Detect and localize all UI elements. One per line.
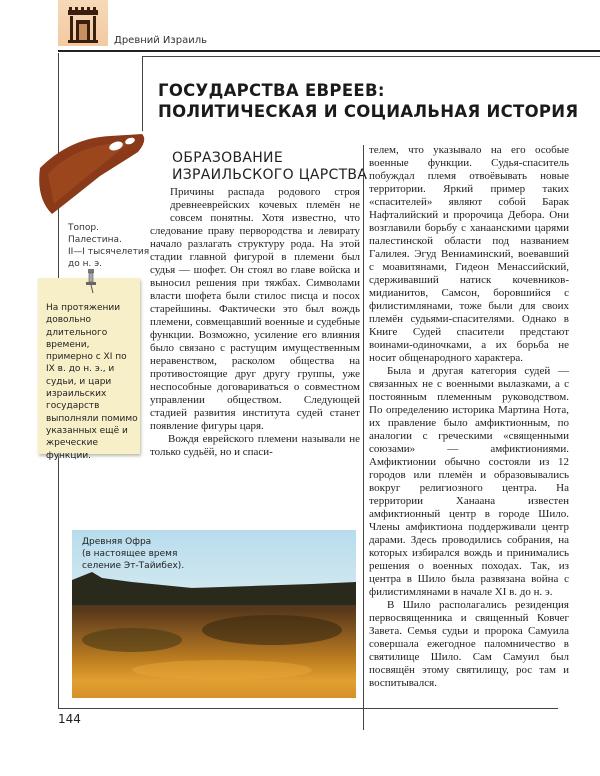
page-number: 144 — [58, 712, 81, 726]
footer-rule — [58, 708, 558, 709]
subheading-line: ОБРАЗОВАНИЕ — [172, 150, 283, 166]
column-divider — [363, 145, 364, 730]
paragraph: телем, что указывало на его особые военные функции. Судья-спаситель побуждал племя отвоёвывать новые территории. Яркий пример таких «спасителей» являют собой Барак Нафталийский и пророчица Дебора. Они возглавили борьбу с ханаанскими царями палестинской области под названием Галилея. Эгуд Вениаминский, воевавший с моавитянами, Гидеон Менассийский, сдерживавший натиск кочевников-мидианитов, Самсон, боровшийся с филистимлянами, тоже были для своих племён судьями-спасителями. Однако в Книге Судей спасители предстают воинами-одиночками, а их борьба не носит общенародного характера. — [369, 144, 569, 364]
title-line: ПОЛИТИЧЕСКАЯ И СОЦИАЛЬНАЯ ИСТОРИЯ — [158, 102, 579, 121]
text-column-2 — [369, 144, 569, 690]
page-title — [158, 80, 578, 122]
axe-image — [30, 128, 150, 223]
caption-line: (в настоящее время — [82, 549, 178, 559]
subheading — [172, 150, 367, 184]
temple-icon — [58, 0, 108, 46]
paragraph: Вождя еврейского племени называли не только судьёй, но и спаси- — [150, 433, 360, 458]
paragraph: Была и другая категория судей — связанных не с военными вылазками, а с постоянным племенным руководством. По определению историка Мартина Нота, их правление было амфиктионным, по аналогии с греческими «священными союзами» — амфиктиониями. Амфиктионии обычно состояли из 12 городов или племён и образовывались вокруг религиозного центра. На территории Ханаана известен амфиктионный центр в городе Шило. Члены амфиктиона поддерживали центр дарами. Здесь проводились собрания, на которых избирался вождь и принимались решения о военных походах. Так, из центра в Шило была развязана война с филистимлянами в начале XI в. до н. э. — [369, 365, 569, 598]
header-rule — [58, 50, 600, 52]
paragraph: Причины распада родового строя древнееврейских кочевых племён не совсем понятны. Хотя известно, что следование праву первородства и левирату начало разлагать структуру рода. На этой стадии главной фигурой в племени был судья — шофет. Он стоял во главе войска и выносил решения при тяжбах. Символами власти шофета были стилос писца и посох старейшины. Фактически это был вождь племени, совмещавший военные и судебные функции. Возможно, усиление его влияния было связано с растущим имущественным неравенством, расколом общества на противостоящие друг другу группы, уже неспособные договариваться о совместном управлении обществом. Следующей стадией развития института судей станет появление фигуры царя. — [150, 186, 360, 432]
axe-caption — [68, 222, 149, 270]
caption-line: до н. э. — [68, 259, 102, 269]
note-text: На протяжении довольно длительного времени, примерно с XI по IX в. до н. э., и судьи, и цари израильских государств выполняли помимо указанных ещё и жреческие функции. — [46, 303, 138, 461]
caption-line: Палестина. — [68, 235, 122, 245]
subheading-line: ИЗРАИЛЬСКОГО ЦАРСТВА — [172, 167, 368, 183]
caption-line: II—I тысячелетия — [68, 247, 150, 257]
section-title: Древний Израиль — [114, 35, 207, 46]
caption-line: селение Эт-Тайибех). — [82, 561, 185, 571]
photo-caption — [82, 536, 184, 572]
title-line: ГОСУДАРСТВА ЕВРЕЕВ: — [158, 81, 385, 100]
text-column-1 — [150, 186, 360, 459]
pin-icon — [84, 268, 98, 299]
caption-line: Древняя Офра — [82, 537, 152, 547]
paragraph: В Шило располагались резиденция первосвященника и священный Ковчег Завета. Семья судьи и пророка Самуила совершала ежегодное паломничество в святилище Шило. Сам Самуил был посвящён этому святилищу, рос там и воспитывался. — [369, 599, 569, 689]
caption-line: Топор. — [68, 223, 99, 233]
